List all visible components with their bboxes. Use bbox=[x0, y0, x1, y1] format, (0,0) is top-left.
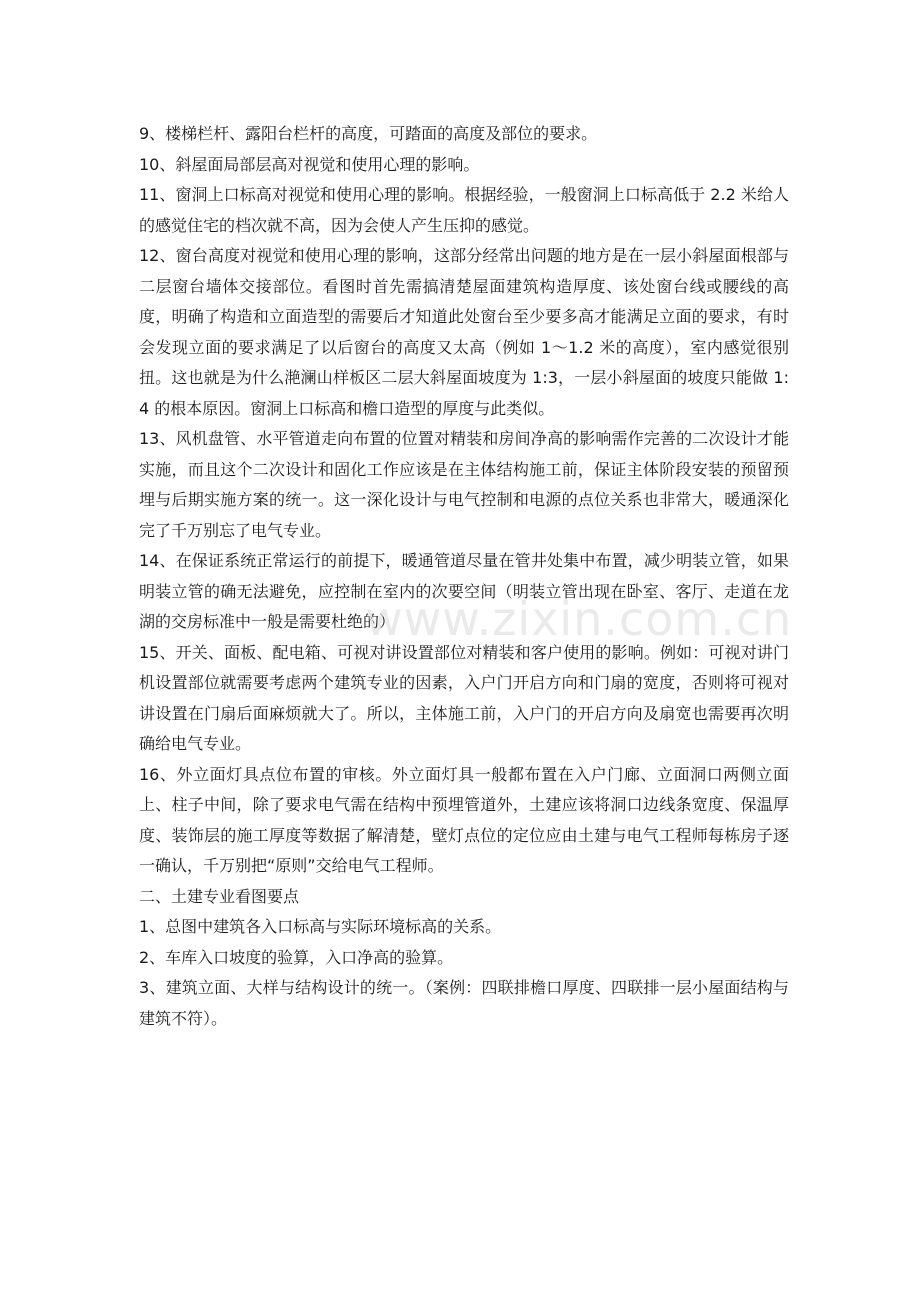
watermark-text: www.zixin.com.cn bbox=[365, 592, 793, 646]
section-heading-civil-drawings: 二、土建专业看图要点 bbox=[139, 886, 300, 906]
paragraph-10-sloped-roof: 10、斜屋面局部层高对视觉和使用心理的影响。 bbox=[139, 154, 480, 174]
paragraph-9-railing-height: 9、楼梯栏杆、露阳台栏杆的高度，可踏面的高度及部位的要求。 bbox=[139, 124, 598, 143]
paragraph-13-fan-coil-ducts: 13、风机盘管、水平管道走向布置的位置对精装和房间净高的影响需作完善的二次设计才能实施，而且这个二次设计和固化工作应该是在主体结构施工前，保证主体阶段安装的预留预埋与后期实施方案的统一。这一深化设计与电气控制和电源的点位关系也非常大，暖通深化完了千万别忘了电气专业。 bbox=[139, 429, 789, 540]
paragraph-11-window-head-height: 11、窗洞上口标高对视觉和使用心理的影响。根据经验，一般窗洞上口标高低于 2.2 米给人的感觉住宅的档次就不高，因为会使人产生压抑的感觉。 bbox=[139, 185, 789, 235]
paragraph-15-switch-panels: 15、开关、面板、配电箱、可视对讲设置部位对精装和客户使用的影响。例如：可视对讲门机设置部位就需要考虑两个建筑专业的因素，入户门开启方向和门扇的宽度，否则将可视对讲设置在门扇后面麻烦就大了。所以，主体施工前，入户门的开启方向及扇宽也需要再次明确给电气专业。 bbox=[139, 642, 789, 753]
paragraph-12-windowsill-height: 12、窗台高度对视觉和使用心理的影响，这部分经常出问题的地方是在一层小斜屋面根部与二层窗台墙体交接部位。看图时首先需搞清楚屋面建筑构造厚度、该处窗台线或腰线的高度，明确了构造和立面造型的需要后才知道此处窗台至少要多高才能满足立面的要求，有时会发现立面的要求满足了以后窗台的高度又太高（例如 1～1.2 米的高度），室内感觉很别扭。这也就是为什么滟澜山样板区二层大斜屋面坡度为 1:3，一层小斜屋面的坡度只能做 1:4 的根本原因。窗洞上口标高和檐口造型的厚度与此类似。 bbox=[139, 246, 789, 418]
paragraph-civil-3-elevation-structure: 3、建筑立面、大样与结构设计的统一。（案例：四联排檐口厚度、四联排一层小屋面结构与建筑不符）。 bbox=[139, 978, 789, 1028]
paragraph-16-facade-lighting: 16、外立面灯具点位布置的审核。外立面灯具一般都布置在入户门廊、立面洞口两侧立面上、柱子中间，除了要求电气需在结构中预埋管道外，土建应该将洞口边线条宽度、保温厚度、装饰层的施工厚度等数据了解清楚，壁灯点位的定位应由土建与电气工程师每栋房子逐一确认，千万别把“原则”交给电气工程师。 bbox=[139, 764, 789, 875]
document-body bbox=[139, 119, 789, 1034]
paragraph-civil-2-garage-ramp: 2、车库入口坡度的验算，入口净高的验算。 bbox=[139, 947, 454, 967]
paragraph-civil-1-entrance-elevation: 1、总图中建筑各入口标高与实际环境标高的关系。 bbox=[139, 917, 502, 936]
paragraph-14-hvac-pipes: 14、在保证系统正常运行的前提下，暖通管道尽量在管井处集中布置，减少明装立管，如果明装立管的确无法避免，应控制在室内的次要空间（明装立管出现在卧室、客厅、走道在龙湖的交房标准中一般是需要杜绝的） bbox=[139, 551, 789, 631]
